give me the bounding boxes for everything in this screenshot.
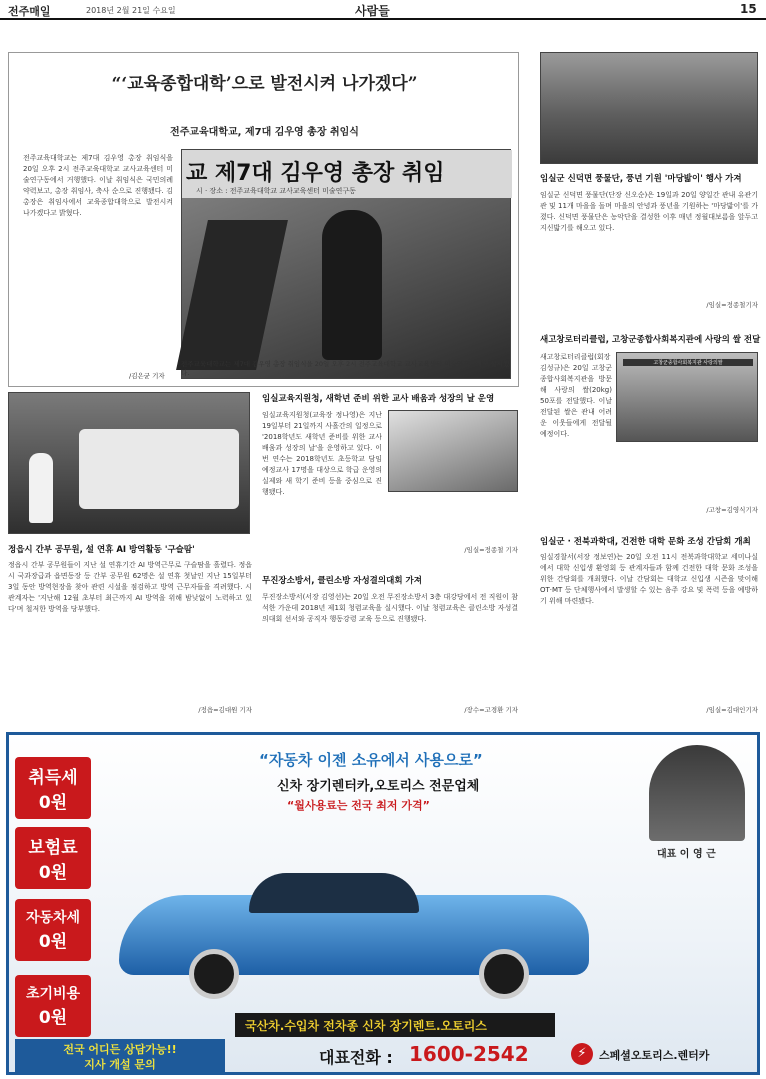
ceremony-banner: 교 제7대 김우영 총장 취임 시 · 장소 : 전주교육대학교 교사교육센터 미술연구동 bbox=[182, 150, 512, 198]
truck-shape bbox=[79, 429, 239, 509]
paper-name: 전주매일 bbox=[8, 5, 51, 18]
car-image bbox=[119, 855, 589, 995]
top-subhead: 전주교육대학교, 제7대 김우영 총장 취임식 bbox=[170, 127, 359, 138]
worker-shape bbox=[29, 453, 53, 523]
car-windshield bbox=[249, 873, 419, 913]
flag-shape bbox=[176, 220, 288, 370]
disinfection-truck-photo bbox=[8, 392, 250, 534]
left-lower-body: 정읍시 간부 공무원들이 지난 설 연휴기간 AI 방역근무로 구슬땀을 흘렸다. 정읍시 국과장급과 읍면동장 등 간부 공무원 62명은 설 연휴 첫날인 지난 15일부터 3일 동안 방역현장을 찾아 관련 시설을 점검하고 방역 근무자들을 격려했다. 시 관계자는 '지난해 12월 초부터 최근까지 AI 방역을 위해 밤낮없이 노력하고 있다'며 철저한 방역을 당부했다. bbox=[8, 561, 252, 613]
ad-box-cartax: 자동차세 0원 bbox=[15, 899, 91, 961]
mid-lower-credit: /장수=고경환 기자 bbox=[464, 706, 518, 714]
section-title: 사람들 bbox=[355, 4, 390, 18]
right-top-headline: 임실군 신덕면 풍물단, 풍년 기원 '마당밟이' 행사 가져 bbox=[540, 174, 742, 184]
top-article bbox=[8, 52, 519, 387]
top-headline: “‘교육종합대학’으로 발전시켜 나가겠다” bbox=[111, 74, 418, 94]
representative-photo bbox=[649, 745, 745, 841]
top-body: 전주교육대학교는 제7대 김우영 총장 취임식을 20일 오후 2시 전주교육대학교 교사교육센터 미술연구동에서 거행했다. 이날 취임식은 국민의례 약력보고, 총장 취임사, 축사 순으로 진행됐다. 김 총장은 취임사에서 교육종합대학으로 발전시켜 나가겠다고 밝혔다. bbox=[23, 154, 173, 217]
top-caption: 전주교육대학교는 제7대 김우영 총장 취임식을 20일 오후 2시 전주교육대학교 교사교육센터 미술연구동에서 실시했다. bbox=[181, 360, 510, 377]
ad-contact-box: 전국 어디든 상담가능!! 지사 개설 문의 bbox=[15, 1039, 225, 1075]
mid-lower-body: 무진장소방서(서장 김영선)는 20일 오전 무진장소방서 3층 대강당에서 전 직원이 참석한 가운데 2018년 제1회 청렴교육을 실시했다. 이날 청렴교육은 클린소방 자성결의대회 선서와 공직자 행동강령 교육 등으로 진행됐다. bbox=[262, 593, 518, 623]
rental-ad bbox=[6, 732, 760, 1075]
phone-label: 대표전화 : bbox=[319, 1048, 393, 1067]
ad-company-line: 신차 장기렌터카,오토리스 전문업체 bbox=[277, 779, 480, 794]
ad-box-tax: 취득세 0원 bbox=[15, 757, 91, 819]
middle-credit: /임실=정종철 기자 bbox=[464, 546, 518, 554]
middle-body: 임실교육지원청(교육장 정나영)은 지난 19일부터 21일까지 사흘간의 일정으로 '2018학년도 새학년 준비를 위한 교사 배움과 성장의 날'을 운영하고 있다. 이번 연수는 2018학년도 초등학교 담임 예정교사 17명을 대상으로 학급 운영의 실제와 새 학기 준비 등을 중심으로 진행됐다. bbox=[262, 411, 382, 496]
right-top-body: 임실군 신덕면 풍물단(단장 신오순)은 19일과 20일 양일간 관내 유관기관 및 11개 마을을 돌며 마을의 안녕과 풍년을 기원하는 '마당밟이'를 가졌다. 신덕면 풍물단은 농악단을 결성한 이후 매년 정월대보름을 앞두고 지신밟기를 해오고 있다. bbox=[540, 191, 758, 232]
ad-box-insurance: 보험료 0원 bbox=[15, 827, 91, 889]
ad-slogan: “자동차 이젠 소유에서 사용으로” bbox=[259, 751, 483, 769]
ceremony-photo bbox=[181, 149, 511, 379]
ad-box-initial: 초기비용 0원 bbox=[15, 975, 91, 1037]
top-credit: /김은균 기자 bbox=[129, 372, 165, 380]
phone-number: 1600-2542 bbox=[409, 1042, 529, 1066]
rice-donation-photo: 고창군종합사회복지관 사랑의쌀 bbox=[616, 352, 758, 442]
ad-banner-strip: 국산차.수입차 전차종 신차 장기렌트.오토리스 bbox=[235, 1013, 555, 1037]
right-mid-credit: /고창=김영식기자 bbox=[706, 506, 758, 514]
car-wheel-rear bbox=[479, 949, 529, 999]
middle-headline: 임실교육지원청, 새학년 준비 위한 교사 배움과 성장의 날 운영 bbox=[262, 394, 495, 404]
teacher-training-photo bbox=[388, 410, 518, 492]
issue-date: 2018년 2월 21일 수요일 bbox=[86, 6, 176, 15]
left-lower-credit: /정읍=김대원 기자 bbox=[198, 706, 252, 714]
lightning-icon: ⚡ bbox=[571, 1043, 593, 1065]
right-bottom-credit: /임실=김대인기자 bbox=[706, 706, 758, 714]
right-bottom-body: 임실경찰서(서장 정보연)는 20일 오전 11시 전북과학대학교 세미나실에서 대학 신입생 환영회 등 관계자들과 함께 건전한 대학 문화 조성을 위한 간담회를 개최했다. 이날 간담회는 대학교 신입생 시즌을 맞이해 OT·MT 등 단체행사에서 발생할 수 있는 음주 강요 및 폭력 등을 예방하기 위해 마련됐다. bbox=[540, 553, 758, 605]
masthead-bar bbox=[0, 0, 766, 20]
right-mid-body: 새고창로터리클럽(회장 김성규)은 20일 고창군종합사회복지관을 방문해 사랑의 쌀(20kg) 50포를 전달했다. 이날 전달된 쌀은 관내 어려운 이웃들에게 전달될 예정이다. bbox=[540, 353, 612, 438]
page-number: 15 bbox=[740, 2, 757, 16]
right-top-credit: /임실=정종철기자 bbox=[706, 301, 758, 309]
representative-name: 대표 이 영 근 bbox=[657, 849, 716, 860]
right-mid-headline: 새고창로터리클럽, 고창군종합사회복지관에 사랑의 쌀 전달 bbox=[540, 335, 761, 345]
ad-brand: 스페셜오토리스.렌터카 bbox=[599, 1049, 710, 1062]
mid-lower-headline: 무진장소방서, 클린소방 자성결의대회 가져 bbox=[262, 576, 422, 586]
pungmul-photo bbox=[540, 52, 758, 164]
right-bottom-headline: 임실군 · 전북과학대, 건전한 대학 문화 조성 간담회 개최 bbox=[540, 537, 751, 547]
car-wheel-front bbox=[189, 949, 239, 999]
ad-price-line: “월사용료는 전국 최저 가격” bbox=[287, 799, 430, 812]
person-silhouette bbox=[322, 210, 382, 360]
left-lower-headline: 정읍시 간부 공무원, 설 연휴 AI 방역활동 '구슬땀' bbox=[8, 545, 195, 555]
